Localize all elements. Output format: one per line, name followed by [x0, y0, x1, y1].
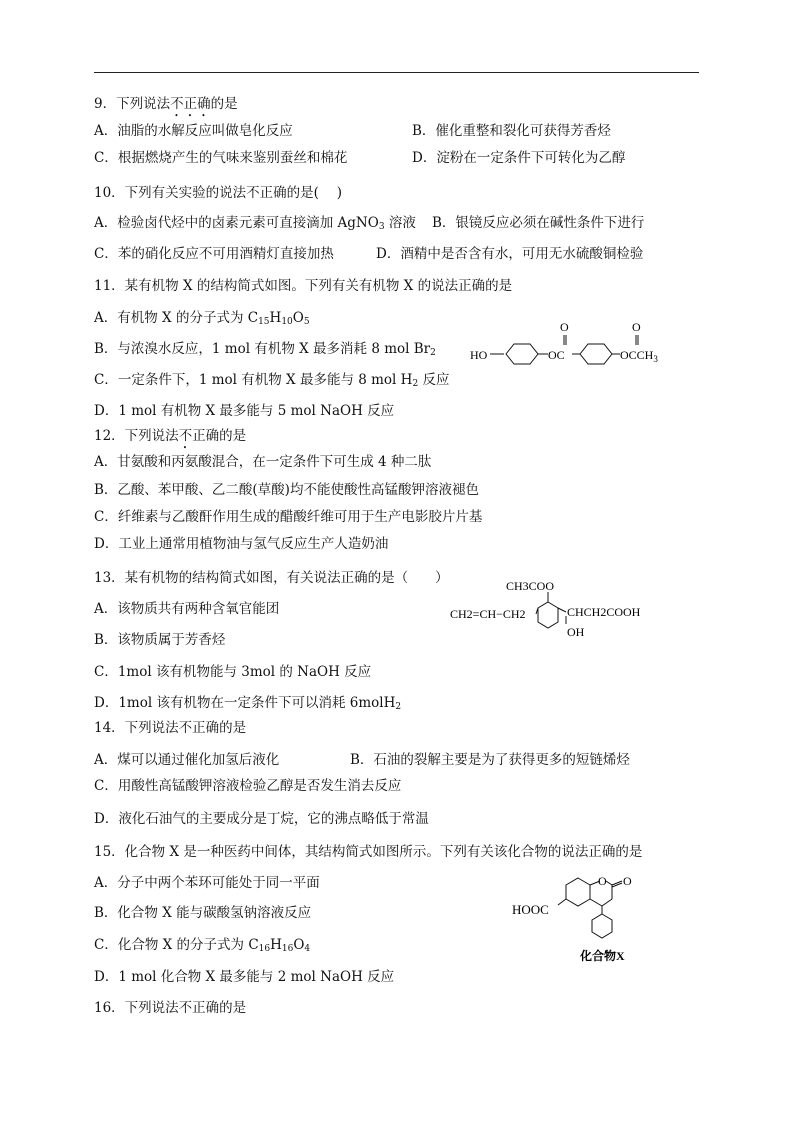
q13-acetoxy-label: CH3COO	[506, 579, 555, 593]
q13-side-chain-label: CHCH2COOH	[567, 605, 641, 619]
q15-ring-oxygen: O	[598, 874, 607, 888]
q12-option-b: B．乙酸、苯甲酸、乙二酸(草酸)均不能使酸性高锰酸钾溶液褪色	[94, 482, 479, 498]
q14-option-d: D．液化石油气的主要成分是丁烷，它的沸点略低于常温	[94, 811, 429, 827]
q15-option-d: D．1 mol 化合物 X 最多能与 2 mol NaOH 反应	[94, 969, 395, 985]
q16-stem: 16．下列说法不正确的是	[94, 1000, 247, 1016]
header-rule	[94, 72, 699, 73]
q11-carbonyl-o2: O	[632, 320, 641, 334]
q13-option-c: C．1mol 该有机物能与 3mol 的 NaOH 反应	[94, 664, 372, 680]
q15-option-b: B．化合物 X 能与碳酸氢钠溶液反应	[94, 905, 312, 921]
q11-option-d: D．1 mol 有机物 X 最多能与 5 mol NaOH 反应	[94, 403, 395, 419]
q13-option-b: B．该物质属于芳香烃	[94, 632, 226, 648]
q14-option-a: A．煤可以通过催化加氢后液化	[94, 752, 280, 768]
q13-structure	[448, 576, 662, 642]
q11-ester1-label: OC	[548, 348, 565, 362]
q11-ester2-label: $OCCH_3$	[620, 348, 658, 364]
q9-option-a: A．油脂的水解反应叫做皂化反应	[94, 123, 293, 139]
q10-option-b: B．银镜反应必须在碱性条件下进行	[432, 215, 645, 231]
q15-option-a: A．分子中两个苯环可能处于同一平面	[94, 875, 320, 891]
q15-stem: 15．化合物 X 是一种医药中间体，其结构简式如图所示。下列有关该化合物的说法正确的是	[94, 844, 643, 860]
q12-option-a: A．甘氨酸和丙氨酸混合，在一定条件下可生成 4 种二肽	[94, 454, 432, 470]
q11-option-c: C．一定条件下，1 mol 有机物 X 最多能与 8 mol $H_2$ 反应	[94, 372, 450, 389]
q11-carbonyl-o1: O	[560, 320, 569, 334]
q11-structure	[468, 314, 700, 374]
q10-option-c: C．苯的硝化反应不可用酒精灯直接加热	[94, 246, 334, 262]
q15-structure	[508, 868, 658, 968]
q14-option-b: B．石油的裂解主要是为了获得更多的短链烯烃	[350, 752, 630, 768]
q9-option-b: B．催化重整和裂化可获得芳香烃	[412, 123, 611, 139]
q10-option-a: A．检验卤代烃中的卤素元素可直接滴加 AgNO$_3$ 溶液	[94, 215, 416, 232]
q15-structure-caption: 化合物X	[580, 949, 625, 963]
q10-stem: 10．下列有关实验的说法不正确的是( )	[94, 185, 343, 201]
q11-ho-label: HO	[470, 348, 488, 362]
q12-option-d: D．工业上通常用植物油与氢气反应生产人造奶油	[94, 536, 389, 552]
q9-option-d: D．淀粉在一定条件下可转化为乙醇	[412, 150, 626, 166]
q9-option-c: C．根据燃烧产生的气味来鉴别蚕丝和棉花	[94, 150, 348, 166]
q14-option-c: C．用酸性高锰酸钾溶液检验乙醇是否发生消去反应	[94, 778, 402, 794]
q15-carbonyl-oxygen: O	[623, 874, 632, 888]
q9-stem: 9．下列说法不正确的是	[94, 96, 238, 112]
q15-carboxyl-label: HOOC	[512, 902, 549, 917]
q14-stem: 14．下列说法不正确的是	[94, 720, 247, 736]
q15-option-c: C．化合物 X 的分子式为 $C_{16}H_{16}O_4$	[94, 937, 311, 954]
q11-stem: 11．某有机物 X 的结构简式如图。下列有关有机物 X 的说法正确的是	[94, 278, 513, 294]
q11-option-a: A．有机物 X 的分子式为 $C_{15}H_{10}O_5$	[94, 310, 310, 327]
q13-option-a: A．该物质共有两种含氧官能团	[94, 601, 280, 617]
q12-stem: 12．下列说法不正确的是	[94, 428, 247, 444]
q10-option-d: D．酒精中是否含有水，可用无水硫酸铜检验	[376, 246, 644, 262]
q13-allyl-label: CH2=CH−CH2	[450, 607, 526, 621]
q11-option-b: B．与浓溴水反应，1 mol 有机物 X 最多消耗 8 mol $Br_2$	[94, 341, 436, 358]
q12-option-c: C．纤维素与乙酸酐作用生成的醋酸纤维可用于生产电影胶片片基	[94, 509, 483, 525]
q13-stem: 13．某有机物的结构简式如图，有关说法正确的是（ ）	[94, 570, 449, 586]
q13-option-d: D．1mol 该有机物在一定条件下可以消耗 6molH$_2$	[94, 695, 402, 712]
q13-oh-label: OH	[567, 625, 585, 639]
